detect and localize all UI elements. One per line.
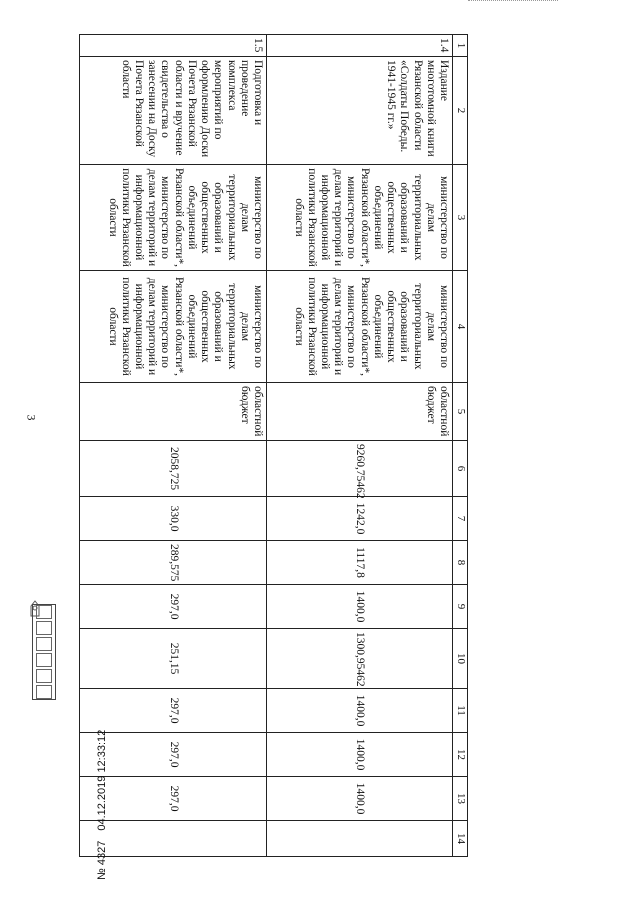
row-year-value: 297,0 [80, 689, 267, 733]
col-header: 3 [453, 165, 468, 271]
row-year-value: 1117,8 [267, 541, 453, 585]
row-year-value: 289,575 [80, 541, 267, 585]
row-col14 [267, 821, 453, 857]
col-header: 7 [453, 497, 468, 541]
col-header: 2 [453, 57, 468, 165]
document-footer [96, 730, 108, 880]
row-title: Издание многотомной книги Рязанской области «Солдаты Победы. 1941-1945 гг.» [267, 57, 453, 165]
document-datetime: 04.12.2019 12:33:12 [96, 729, 108, 831]
table-row [267, 35, 453, 857]
col-header: 5 [453, 383, 468, 441]
row-title: Подготовка и проведение комплекса мероприятий по оформлению Доски Почета Рязанской области и вручение свидетельства о занесении на Доску Почета Рязанской области [80, 57, 267, 165]
row-number: 1.4 [267, 35, 453, 57]
row-year-value: 297,0 [80, 777, 267, 821]
scan-artifact [468, 0, 558, 11]
col-header: 9 [453, 585, 468, 629]
row-year-value: 1400,0 [267, 689, 453, 733]
budget-table [79, 34, 468, 857]
col-header: 13 [453, 777, 468, 821]
budget-table-sheet [81, 34, 468, 856]
row-year-value: 297,0 [80, 585, 267, 629]
row-funding-source: областной бюджет [80, 383, 267, 441]
table-header-row [453, 35, 468, 857]
col-header: 4 [453, 271, 468, 383]
document-code: № 4327 [96, 840, 108, 880]
col-header: 8 [453, 541, 468, 585]
col-header: 1 [453, 35, 468, 57]
registration-stamp [32, 604, 56, 700]
page-number: 3 [24, 414, 39, 421]
row-year-value: 297,0 [80, 733, 267, 777]
row-funding-source: областной бюджет [267, 383, 453, 441]
col-header: 6 [453, 441, 468, 497]
row-executors: министерство по делам территориальных образований и общественных объединений Рязанской области*, министерство по делам территорий и информационной политики Рязанской области [80, 271, 267, 383]
row-year-value: 1300,95462 [267, 629, 453, 689]
row-total: 2058,725 [80, 441, 267, 497]
row-year-value: 251,15 [80, 629, 267, 689]
row-year-value: 1400,0 [267, 733, 453, 777]
row-year-value: 1400,0 [267, 585, 453, 629]
row-responsible: министерство по делам территориальных образований и общественных объединений Рязанской области*, министерство по делам территорий и информационной политики Рязанской области [267, 165, 453, 271]
row-year-value: 330,0 [80, 497, 267, 541]
row-executors: министерство по делам территориальных образований и общественных объединений Рязанской области*, министерство по делам территорий и информационной политики Рязанской области [267, 271, 453, 383]
col-header: 11 [453, 689, 468, 733]
row-total: 9260,75462 [267, 441, 453, 497]
col-header: 10 [453, 629, 468, 689]
row-number: 1.5 [80, 35, 267, 57]
col-header: 14 [453, 821, 468, 857]
col-header: 12 [453, 733, 468, 777]
row-responsible: министерство по делам территориальных образований и общественных объединений Рязанской области*, министерство по делам территорий и информационной политики Рязанской области [80, 165, 267, 271]
row-year-value: 1400,0 [267, 777, 453, 821]
row-year-value: 1242,0 [267, 497, 453, 541]
